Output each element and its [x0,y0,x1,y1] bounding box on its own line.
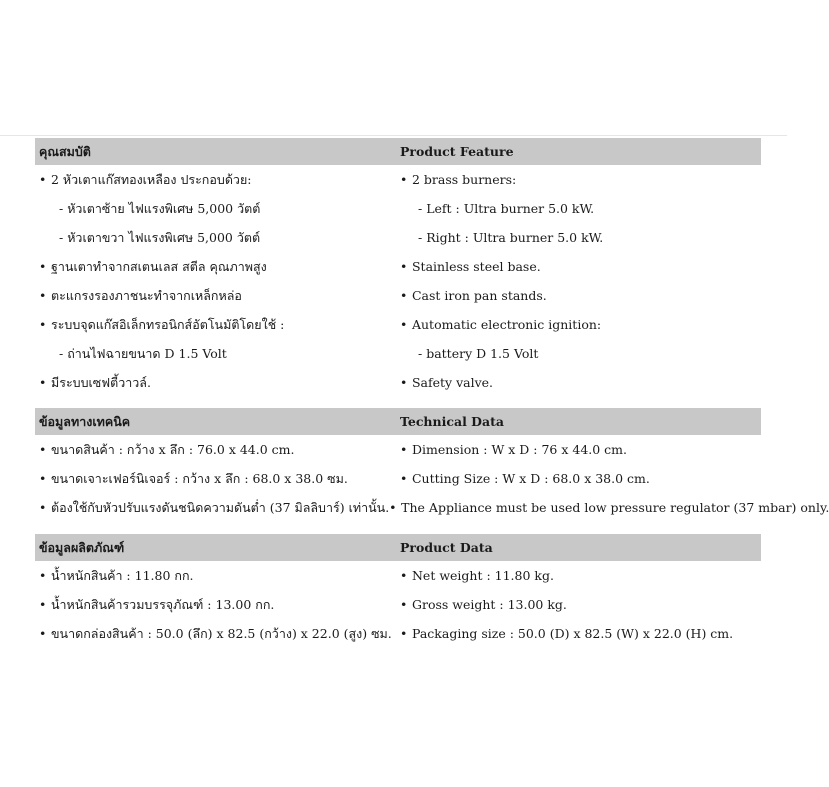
spec-row [35,281,761,310]
spec-th-cell: - หัวเตาขวา ไฟแรงพิเศษ 5,000 วัตต์ [59,229,261,245]
bullet: • [39,567,47,583]
bullet: • [39,470,47,486]
section-title-en: Technical Data [400,414,504,429]
spec-en-cell: • Automatic electronic ignition: [400,317,602,332]
spec-th-cell: - หัวเตาซ้าย ไฟแรงพิเศษ 5,000 วัตต์ [59,200,261,216]
spec-row [35,619,761,648]
spec-th-cell: • ต้องใช้กับหัวปรับแรงดันชนิดความดันต่ำ (37 มิลลิบาร์) เท่านั้น. [39,499,390,515]
spec-en-cell: • The Appliance must be used low pressure regulator (37 mbar) only. [389,500,829,515]
bullet: • [400,288,408,303]
bullet: • [400,626,408,641]
spec-row [35,310,761,339]
bullet: • [400,317,408,332]
spec-row [35,339,761,368]
spec-th-cell: • ระบบจุดแก๊สอิเล็กทรอนิกส์อัตโนมัติโดยใช้ : [39,316,285,332]
section-title-th: ข้อมูลผลิตภัณฑ์ [39,539,125,555]
spec-en-cell: • Packaging size : 50.0 (D) x 82.5 (W) x 22.0 (H) cm. [400,626,734,641]
spec-th-cell: • มีระบบเซฟตี้วาวล์. [39,374,151,390]
bullet: • [400,442,408,457]
bullet: • [39,625,47,641]
bullet: • [400,259,408,274]
spec-th-cell: • ขนาดสินค้า : กว้าง x ลึก : 76.0 x 44.0 cm. [39,441,295,457]
bullet: • [39,258,47,274]
bullet: • [39,499,47,515]
spec-th-cell: • น้ำหนักสินค้ารวมบรรจุภัณฑ์ : 13.00 กก. [39,596,275,612]
spec-en-cell: • Dimension : W x D : 76 x 44.0 cm. [400,442,628,457]
bullet: • [39,171,47,187]
section-title-th: คุณสมบัติ [39,143,91,159]
section-title-en: Product Data [400,540,493,555]
section-product-feature [35,138,761,397]
bullet: • [39,374,47,390]
bullet: • [400,568,408,583]
top-divider [0,135,787,136]
bullet: • [400,471,408,486]
spec-row [35,223,761,252]
spec-row [35,165,761,194]
spec-row [35,561,761,590]
spec-th-cell: • ขนาดเจาะเฟอร์นิเจอร์ : กว้าง x ลึก : 68.0 x 38.0 ซม. [39,470,348,486]
spec-row [35,435,761,464]
spec-en-cell: • Cast iron pan stands. [400,288,547,303]
spec-row [35,194,761,223]
spec-en-cell: • Safety valve. [400,375,494,390]
bullet: • [39,596,47,612]
bullet: • [400,597,408,612]
spec-th-cell: • ขนาดกล่องสินค้า : 50.0 (ลึก) x 82.5 (กว้าง) x 22.0 (สูง) ซม. [39,625,392,641]
bullet: • [39,441,47,457]
spec-en-cell: • 2 brass burners: [400,172,517,187]
section-title-en: Product Feature [400,144,514,159]
section-product-data [35,534,761,648]
spec-row [35,368,761,397]
section-header [35,138,761,165]
spec-row [35,590,761,619]
spec-row [35,464,761,493]
bullet: • [400,172,408,187]
spec-sheet [35,138,829,648]
spec-th-cell: • ฐานเตาทำจากสเตนเลส สตีล คุณภาพสูง [39,258,267,274]
bullet: • [389,500,397,515]
section-title-th: ข้อมูลทางเทคนิค [39,413,131,429]
spec-en-cell: - battery D 1.5 Volt [418,346,539,361]
section-header [35,534,761,561]
section-header [35,408,761,435]
section-technical-data [35,408,829,522]
spec-en-cell: • Gross weight : 13.00 kg. [400,597,567,612]
spec-en-cell: - Right : Ultra burner 5.0 kW. [418,230,604,245]
spec-en-cell: • Cutting Size : W x D : 68.0 x 38.0 cm. [400,471,650,486]
spec-th-cell: • น้ำหนักสินค้า : 11.80 กก. [39,567,194,583]
spec-row [35,252,761,281]
spec-th-cell: - ถ่านไฟฉายขนาด D 1.5 Volt [59,345,227,361]
spec-en-cell: - Left : Ultra burner 5.0 kW. [418,201,595,216]
spec-en-cell: • Net weight : 11.80 kg. [400,568,554,583]
bullet: • [39,287,47,303]
spec-th-cell: • 2 หัวเตาแก๊สทองเหลือง ประกอบด้วย: [39,171,252,187]
bullet: • [39,316,47,332]
spec-en-cell: • Stainless steel base. [400,259,541,274]
bullet: • [400,375,408,390]
spec-th-cell: • ตะแกรงรองภาชนะทำจากเหล็กหล่อ [39,287,242,303]
spec-row [35,493,829,522]
